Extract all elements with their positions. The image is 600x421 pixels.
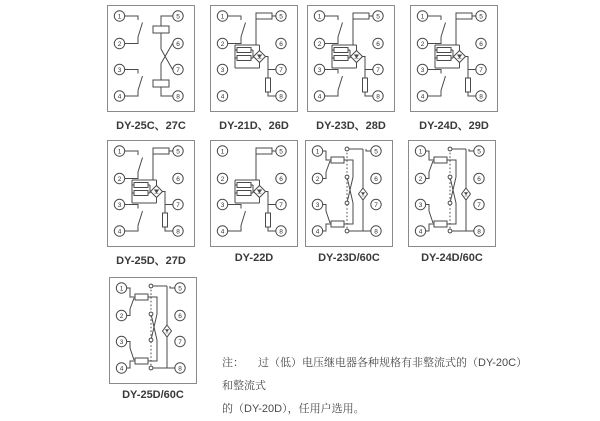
relay-diagram-dy-25d-60c	[109, 277, 197, 401]
terminal-number: 8	[479, 93, 483, 101]
diagram-label: DY-25D/60C	[122, 389, 184, 401]
terminal-number: 1	[315, 148, 320, 156]
terminal-number: 2	[119, 312, 124, 320]
footnote-line-2: 的（DY-20D），任用户选用。	[222, 403, 365, 415]
terminal-number: 6	[176, 175, 180, 183]
circuit-drawing	[228, 13, 276, 96]
terminal-number: 2	[420, 40, 425, 48]
terminal-number: 5	[479, 13, 483, 21]
terminal-number: 4	[117, 228, 122, 236]
circuit-drawing	[325, 13, 373, 96]
relay-diagram-dy-21d-26d	[210, 5, 298, 133]
terminal-number: 7	[178, 338, 182, 346]
relay-schematic	[210, 140, 298, 247]
terminal-number: 2	[220, 175, 225, 183]
terminal-number: 8	[178, 365, 182, 373]
terminal-number: 2	[418, 175, 423, 183]
circuit-drawing	[125, 148, 173, 231]
relay-diagram-dy-23d-60c	[305, 140, 393, 264]
terminal-number: 7	[279, 201, 283, 209]
terminal-number: 6	[479, 40, 483, 48]
terminal-number: 8	[374, 228, 378, 236]
footnote-prefix: 注：	[222, 357, 244, 369]
terminal-number: 8	[176, 228, 180, 236]
terminal-number: 1	[420, 13, 425, 21]
terminal-number: 7	[477, 201, 481, 209]
terminal-number: 1	[220, 148, 225, 156]
circuit-drawing	[228, 148, 276, 231]
terminal-number: 2	[117, 40, 122, 48]
terminal-number: 4	[420, 93, 425, 101]
terminal-circles	[114, 11, 183, 101]
terminal-number: 5	[178, 285, 182, 293]
diagram-label: DY-22D	[234, 252, 274, 264]
relay-diagram-dy-24d-60c	[408, 140, 496, 264]
terminal-circles	[217, 146, 286, 236]
terminal-number: 7	[374, 201, 378, 209]
terminal-circles	[114, 146, 183, 236]
terminal-number: 1	[117, 148, 122, 156]
relay-schematic	[210, 5, 298, 112]
terminal-number: 5	[279, 148, 283, 156]
relay-diagram-dy-25d-27d	[107, 140, 195, 268]
terminal-number: 4	[317, 93, 322, 101]
footnote-line-1	[222, 352, 522, 398]
diagram-label: DY-23D、28D	[316, 120, 386, 132]
relay-schematic	[307, 5, 395, 112]
footnote	[222, 352, 522, 421]
terminal-number: 2	[220, 40, 225, 48]
terminal-number: 4	[117, 93, 122, 101]
diagram-label: DY-24D/60C	[421, 252, 483, 264]
terminal-number: 3	[117, 66, 122, 74]
terminal-number: 5	[477, 148, 481, 156]
circuit-drawing	[125, 16, 173, 96]
terminal-number: 7	[176, 201, 180, 209]
terminal-number: 4	[220, 228, 225, 236]
terminal-circles	[417, 11, 486, 101]
terminal-number: 2	[315, 175, 320, 183]
terminal-number: 5	[376, 13, 380, 21]
terminal-number: 3	[317, 66, 322, 74]
relay-schematic	[410, 5, 498, 112]
terminal-number: 3	[117, 201, 122, 209]
relay-schematic	[305, 140, 393, 247]
terminal-number: 6	[376, 40, 380, 48]
terminal-number: 8	[279, 93, 283, 101]
terminal-number: 1	[119, 285, 124, 293]
circuit-drawing	[426, 147, 474, 233]
relay-schematic	[109, 277, 197, 384]
terminal-number: 6	[374, 175, 378, 183]
circuit-drawing	[428, 13, 476, 96]
terminal-number: 1	[317, 13, 322, 21]
terminal-number: 7	[479, 66, 483, 74]
terminal-number: 3	[220, 201, 225, 209]
terminal-number: 4	[418, 228, 423, 236]
circuit-drawing	[323, 147, 371, 233]
terminal-number: 5	[279, 13, 283, 21]
terminal-number: 8	[279, 228, 283, 236]
circuit-drawing	[127, 284, 175, 370]
terminal-number: 4	[220, 93, 225, 101]
terminal-number: 3	[420, 66, 425, 74]
footnote-text-1: 过（低）电压继电器各种规格有非整流式的（DY-20C）和整流式	[222, 357, 522, 392]
terminal-number: 6	[279, 175, 283, 183]
relay-diagram-dy-23d-28d	[307, 5, 395, 133]
relay-schematic	[107, 5, 195, 112]
diagram-label: DY-23D/60C	[318, 252, 380, 264]
terminal-number: 4	[315, 228, 320, 236]
terminal-number: 1	[220, 13, 225, 21]
terminal-number: 5	[374, 148, 378, 156]
terminal-number: 3	[119, 338, 124, 346]
terminal-number: 6	[178, 312, 182, 320]
relay-diagram-dy-22d	[210, 140, 298, 264]
terminal-number: 8	[477, 228, 481, 236]
terminal-number: 5	[176, 13, 180, 21]
diagram-label: DY-25D、27D	[116, 255, 186, 267]
diagram-label: DY-21D、26D	[219, 120, 289, 132]
terminal-number: 4	[119, 365, 124, 373]
terminal-number: 5	[176, 148, 180, 156]
terminal-number: 6	[279, 40, 283, 48]
terminal-circles	[217, 11, 286, 101]
terminal-number: 8	[376, 93, 380, 101]
terminal-number: 2	[117, 175, 122, 183]
diagram-label: DY-24D、29D	[419, 120, 489, 132]
terminal-number: 3	[220, 66, 225, 74]
terminal-number: 7	[176, 66, 180, 74]
terminal-number: 1	[418, 148, 423, 156]
terminal-number: 2	[317, 40, 322, 48]
terminal-number: 7	[279, 66, 283, 74]
terminal-number: 3	[315, 201, 320, 209]
terminal-circles	[314, 11, 383, 101]
relay-schematic	[408, 140, 496, 247]
relay-diagram-dy-24d-29d	[410, 5, 498, 133]
terminal-number: 6	[477, 175, 481, 183]
relay-diagram-dy-25c-27c	[107, 5, 195, 133]
relay-schematic	[107, 140, 195, 247]
terminal-number: 7	[376, 66, 380, 74]
terminal-number: 6	[176, 40, 180, 48]
terminal-number: 3	[418, 201, 423, 209]
terminal-number: 1	[117, 13, 122, 21]
terminal-number: 8	[176, 93, 180, 101]
diagram-label: DY-25C、27C	[116, 120, 186, 132]
